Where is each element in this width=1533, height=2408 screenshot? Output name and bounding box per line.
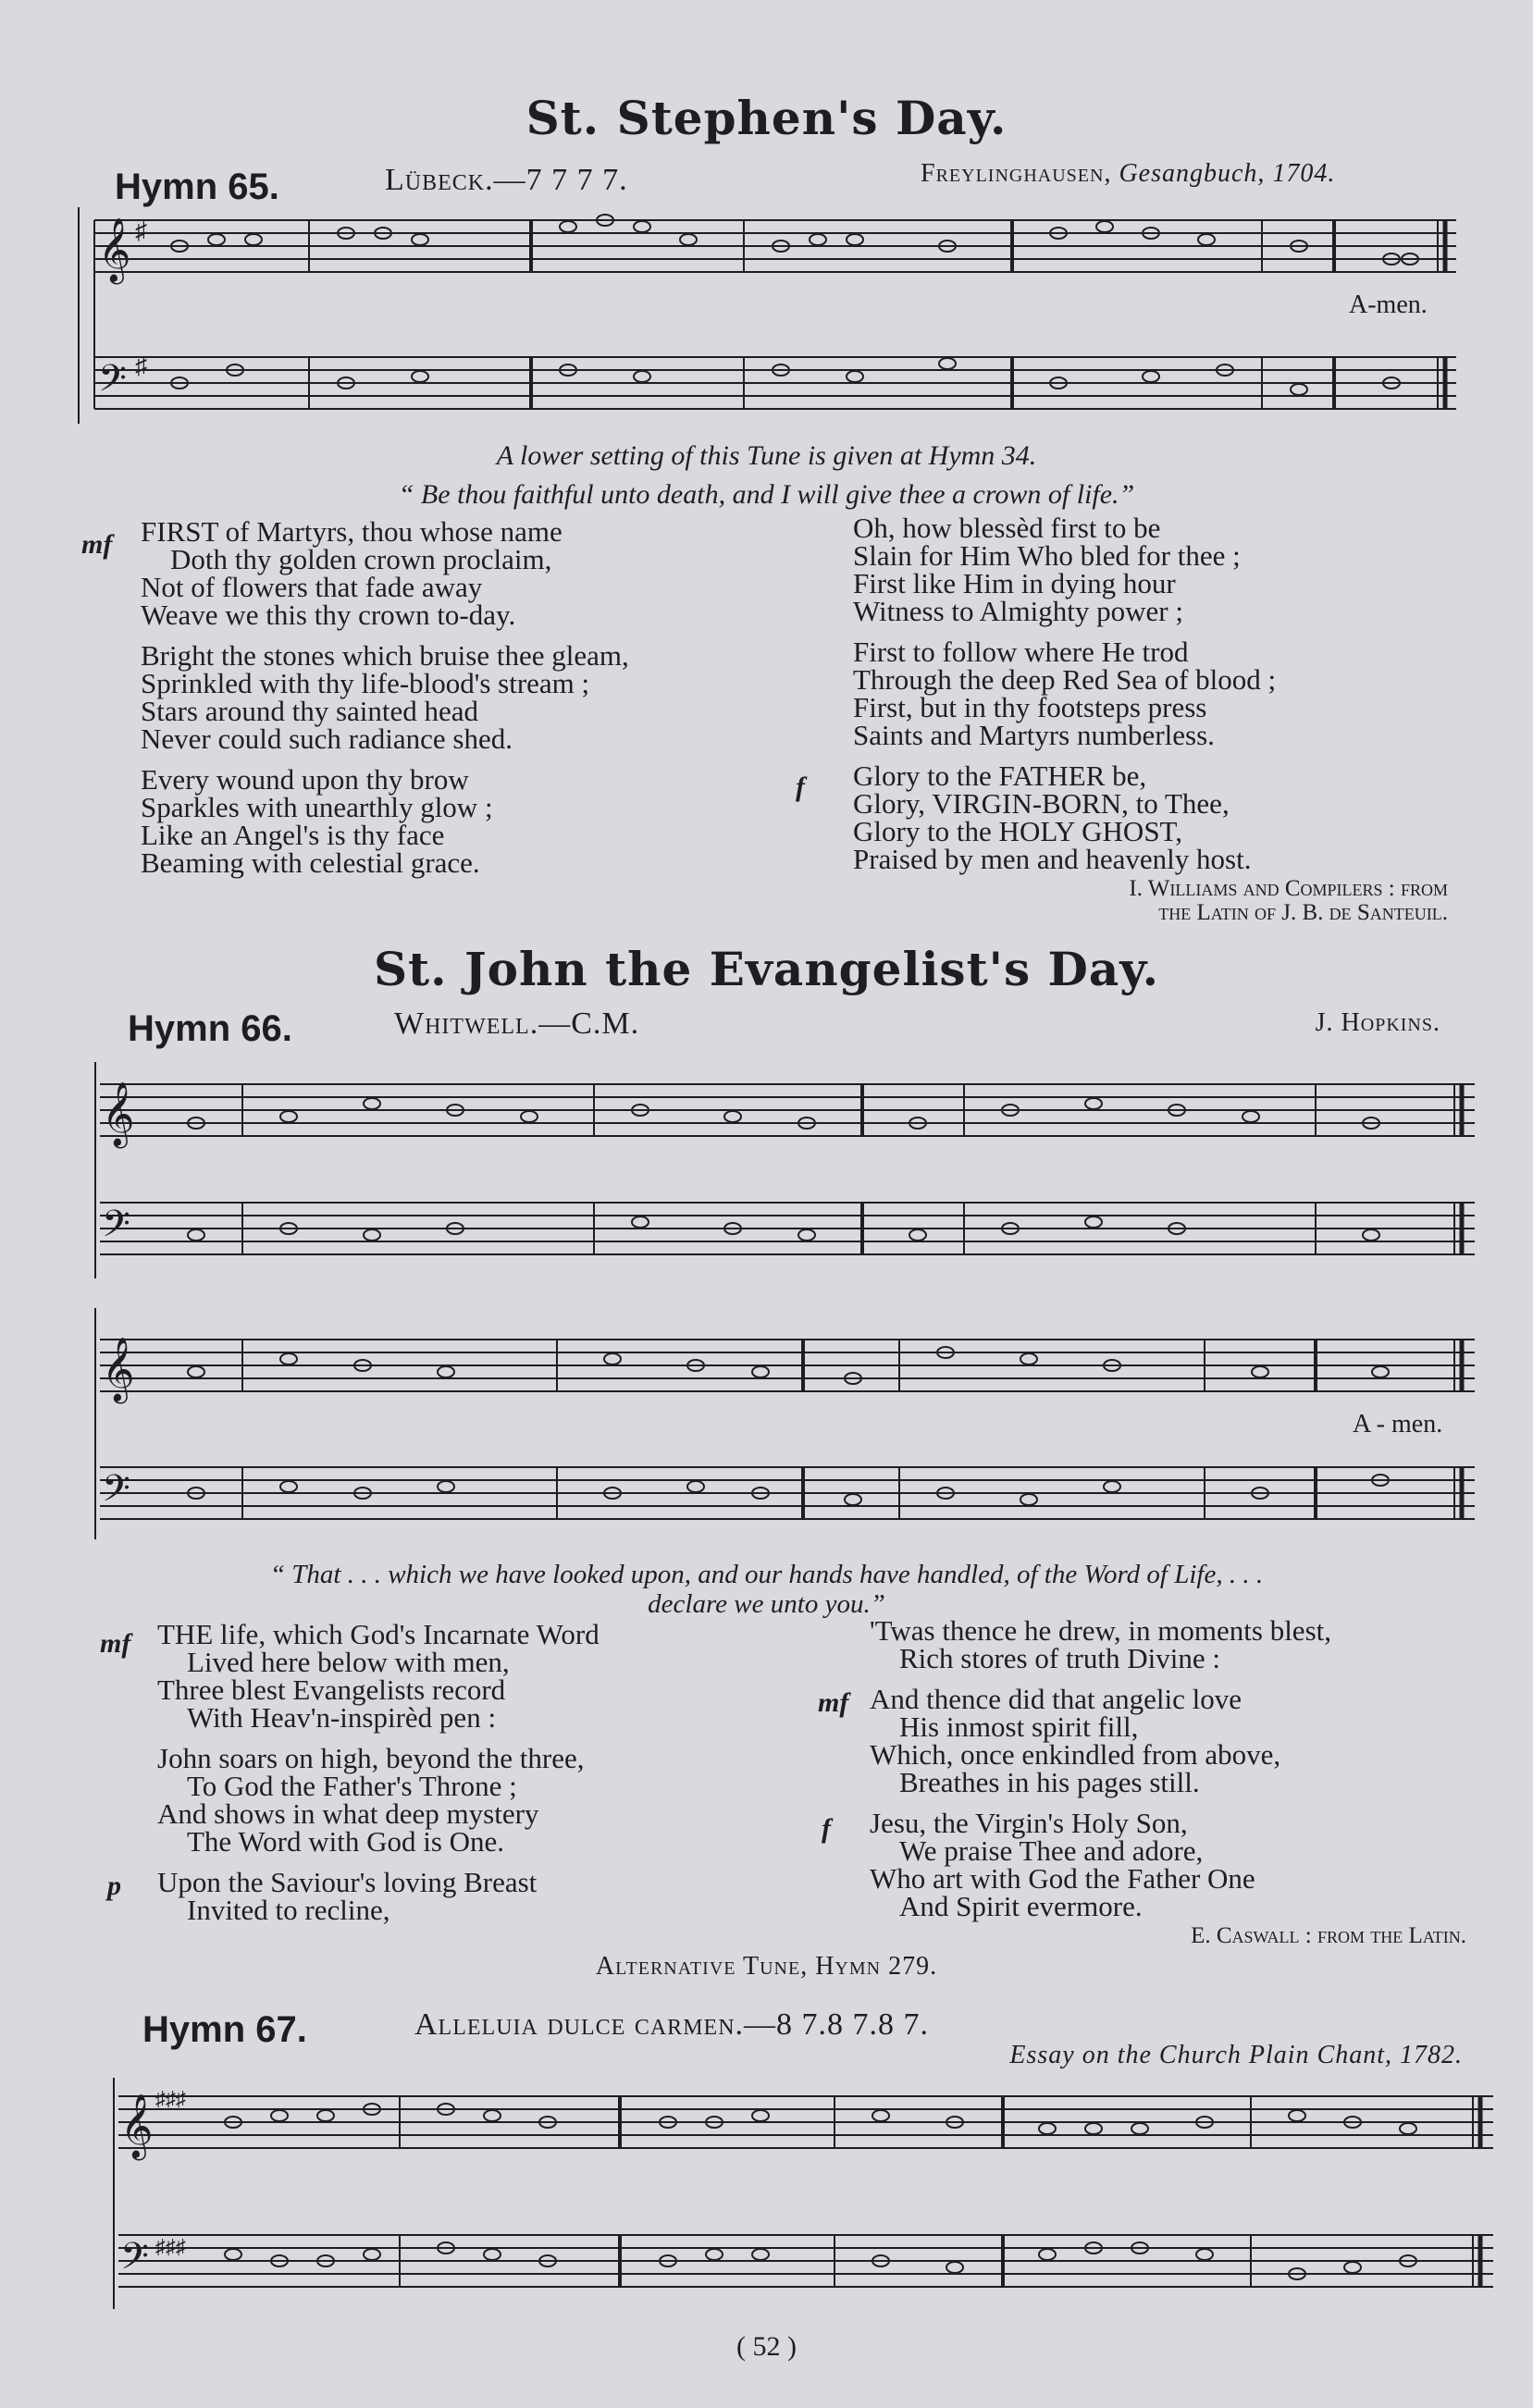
- hymn-66-amen: A - men.: [1353, 1410, 1443, 1439]
- treble-clef-icon: 𝄞: [98, 219, 131, 280]
- verse-line: Through the deep Red Sea of blood ;: [853, 663, 1277, 696]
- hymn-65-source: Gesangbuch, 1704.: [1119, 159, 1336, 188]
- treble-clef-icon: 𝄞: [102, 1083, 135, 1144]
- hymn-65-notes: [171, 215, 1418, 395]
- verse-5: [870, 1683, 1480, 1798]
- verse-4: [870, 1614, 1480, 1674]
- verse-line: First to follow where He trod: [853, 636, 1189, 668]
- hymn-67-notes: [225, 2104, 1416, 2279]
- bass-clef-icon: 𝄢: [102, 1469, 130, 1518]
- hymn-67-source: [1009, 2041, 1463, 2070]
- hymn-67-score: [113, 2072, 1501, 2315]
- credit-line: I. Williams and Compilers : from: [1129, 876, 1448, 901]
- verse-line: FIRST of Martyrs, thou whose name: [141, 515, 563, 548]
- dynamic-mf: mf: [818, 1687, 849, 1718]
- verse-line: Breathes in his pages still.: [899, 1766, 1200, 1798]
- verse-line: Bright the stones which bruise thee gleam,: [141, 639, 629, 672]
- hymn-65-composer: Freylinghausen,: [921, 159, 1112, 188]
- verse-line: To God the Father's Throne ;: [187, 1770, 517, 1802]
- hymn-65-amen: A-men.: [1349, 290, 1428, 319]
- verse-line: The Word with God is One.: [187, 1825, 505, 1858]
- verse-line: With Heav'n-inspirèd pen :: [187, 1701, 497, 1734]
- bass-clef-icon: 𝄢: [98, 359, 127, 408]
- verse-line: Stars around thy sainted head: [141, 695, 479, 727]
- dynamic-mf: mf: [81, 529, 113, 560]
- verse-line: Who art with God the Father One: [870, 1862, 1255, 1895]
- hymn-66-notes: [188, 1347, 1389, 1505]
- verse-2: [157, 1742, 805, 1858]
- hymn-66-alternative-tune: Alternative Tune, Hymn 279.: [595, 1952, 938, 1981]
- verse-line: Sprinkled with thy life-blood's stream ;: [141, 667, 590, 699]
- credit-line: the Latin of J. B. de Santeuil.: [1158, 900, 1448, 925]
- key-signature-icon: ♯♯♯: [155, 2235, 186, 2258]
- verse-line: Not of flowers that fade away: [141, 571, 483, 603]
- hymn-65-verses-left: [141, 515, 770, 879]
- hymn-66-number: Hymn 66.: [128, 1008, 292, 1049]
- verse-line: 'Twas thence he drew, in moments blest,: [870, 1614, 1331, 1647]
- verse-4: [853, 514, 1464, 625]
- key-signature-icon: ♯♯♯: [155, 2087, 186, 2110]
- verse-1: [141, 515, 770, 631]
- verse-line: Beaming with celestial grace.: [141, 846, 480, 879]
- hymn-65-note: A lower setting of this Tune is given at Hymn 34.: [496, 440, 1037, 471]
- verse-line: And thence did that angelic love: [870, 1683, 1242, 1715]
- verse-line: Praised by men and heavenly host.: [853, 843, 1252, 875]
- verse-line: Three blest Evangelists record: [157, 1673, 506, 1706]
- verse-3: [157, 1866, 805, 1926]
- verse-line: His inmost spirit fill,: [899, 1710, 1139, 1743]
- hymn-66-epigraph-line-2: declare we unto you.”: [648, 1589, 885, 1619]
- verse-line: First like Him in dying hour: [853, 567, 1176, 599]
- verse-line: Never could such radiance shed.: [141, 722, 513, 755]
- verse-line: Slain for Him Who bled for thee ;: [853, 539, 1241, 572]
- verse-line: And shows in what deep mystery: [157, 1797, 539, 1830]
- verse-line: Witness to Almighty power ;: [853, 595, 1183, 627]
- verse-2: [141, 639, 770, 755]
- verse-5: [853, 638, 1464, 749]
- key-signature-icon: ♯: [135, 352, 147, 379]
- hymn-65-number: Hymn 65.: [115, 167, 279, 207]
- hymn-65-score: [78, 202, 1465, 431]
- page-number: ( 52 ): [736, 2331, 797, 2362]
- verse-1: [157, 1618, 805, 1734]
- verse-line: Sparkles with unearthly glow ;: [141, 791, 493, 823]
- verse-line: Rich stores of truth Divine :: [899, 1642, 1220, 1674]
- bass-clef-icon: 𝄢: [102, 1204, 130, 1253]
- verse-line: First, but in thy footsteps press: [853, 691, 1207, 723]
- treble-clef-icon: 𝄞: [120, 2095, 154, 2156]
- verse-line: Invited to recline,: [187, 1894, 390, 1926]
- verse-line: Oh, how blessèd first to be: [853, 512, 1161, 544]
- key-signature-icon: ♯: [135, 217, 147, 244]
- treble-clef-icon: 𝄞: [102, 1339, 135, 1400]
- verse-line: Upon the Saviour's loving Breast: [157, 1866, 538, 1898]
- hymn-65-verses-right: [853, 514, 1464, 873]
- hymn-66-verses-left: [157, 1618, 805, 1926]
- hymn-66-epigraph-line-1: “ That . . . which we have looked upon, and our hands have handled, of the Word of Life, . . .: [269, 1560, 1264, 1589]
- hymn-66-score-system-2: [94, 1303, 1482, 1545]
- hymn-66-notes: [188, 1098, 1379, 1241]
- dynamic-f: f: [822, 1813, 831, 1844]
- hymn-66-verses-right: [870, 1614, 1480, 1922]
- verse-line: Glory, VIRGIN-BORN, to Thee,: [853, 787, 1230, 820]
- verse-line: Like an Angel's is thy face: [141, 819, 445, 851]
- hymn-67-source-text: Essay on the Church Plain Chant, 1782.: [1009, 2041, 1463, 2069]
- verse-line: John soars on high, beyond the three,: [157, 1742, 585, 1774]
- hymn-67-number: Hymn 67.: [142, 2009, 307, 2050]
- hymn-65-tune: Lübeck.—7 7 7 7.: [385, 163, 628, 197]
- verse-line: Jesu, the Virgin's Holy Son,: [870, 1807, 1188, 1839]
- hymn-65-epigraph: “ Be thou faithful unto death, and I will give thee a crown of life.”: [398, 479, 1135, 510]
- verse-line: THE life, which God's Incarnate Word: [157, 1618, 600, 1650]
- verse-3: [141, 763, 770, 879]
- verse-line: Which, once enkindled from above,: [870, 1738, 1281, 1771]
- verse-line: Glory to the FATHER be,: [853, 759, 1147, 792]
- dynamic-p: p: [107, 1871, 121, 1901]
- section-heading-st-stephen: St. Stephen's Day.: [525, 91, 1008, 145]
- verse-line: Lived here below with men,: [187, 1646, 510, 1678]
- verse-line: Weave we this thy crown to-day.: [141, 599, 516, 631]
- verse-line: We praise Thee and adore,: [899, 1834, 1204, 1867]
- verse-line: Every wound upon thy brow: [141, 763, 469, 796]
- hymn-66-tune: Whitwell.—C.M.: [394, 1006, 640, 1041]
- dynamic-mf: mf: [100, 1628, 131, 1659]
- verse-6: [870, 1809, 1480, 1920]
- section-heading-st-john: St. John the Evangelist's Day.: [373, 942, 1160, 996]
- dynamic-f: f: [796, 772, 805, 802]
- hymn-65-attribution: [921, 159, 1335, 189]
- hymn-66-composer: J. Hopkins.: [1315, 1008, 1440, 1037]
- verse-line: Glory to the HOLY GHOST,: [853, 815, 1182, 847]
- verse-line: And Spirit evermore.: [899, 1890, 1143, 1922]
- hymn-66-credit: E. Caswall : from the Latin.: [1191, 1923, 1466, 1948]
- hymn-65-credit: [1129, 877, 1448, 925]
- verse-line: Doth thy golden crown proclaim,: [170, 543, 552, 575]
- hymn-65-treble-staff: [94, 220, 1456, 272]
- bass-clef-icon: 𝄢: [120, 2237, 149, 2286]
- verse-line: Saints and Martyrs numberless.: [853, 719, 1215, 751]
- hymn-67-tune: Alleluia dulce carmen.—8 7.8 7.8 7.: [414, 2007, 930, 2042]
- verse-6: [853, 759, 1464, 875]
- hymn-66-score-system-1: [94, 1056, 1482, 1280]
